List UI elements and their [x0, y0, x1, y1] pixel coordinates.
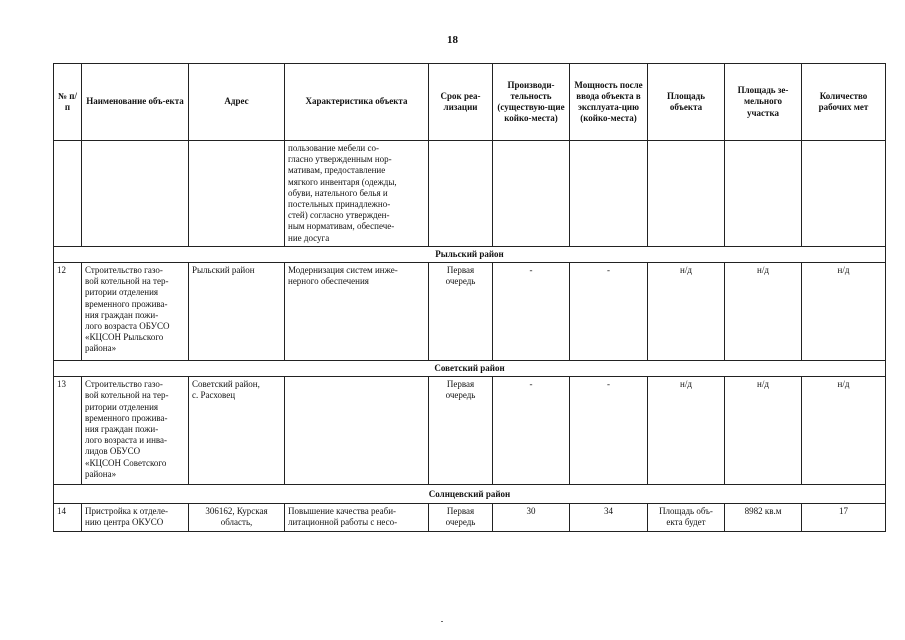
- row-name: Строительство газо- вой котельной на тер- ритории отделения временного прожива- ния граждан пожи- лого возраста и инва- лидов ОБУСО «КЦСОН Советского района»: [82, 377, 189, 485]
- row-address: Рыльский район: [189, 263, 285, 361]
- row-address: Советский район, с. Расховец: [189, 377, 285, 485]
- row-term: Первая очередь: [429, 504, 493, 531]
- row-capacity-after: -: [570, 377, 648, 485]
- header-area: Площадь объекта: [648, 64, 725, 141]
- table-row: [54, 504, 886, 531]
- row-area: н/д: [648, 263, 725, 361]
- row-workplaces: н/д: [802, 377, 886, 485]
- row-workplaces: 17: [802, 504, 886, 531]
- cont-num-cell: [54, 141, 82, 247]
- header-name: Наименование объ-екта: [82, 64, 189, 141]
- header-num: № п/п: [54, 64, 82, 141]
- row-area: н/д: [648, 377, 725, 485]
- header-capacity-after: Мощность после ввода объекта в эксплуата-цию (койко-места): [570, 64, 648, 141]
- row-workplaces: н/д: [802, 263, 886, 361]
- table-row: [54, 377, 886, 485]
- row-land-area: 8982 кв.м: [725, 504, 802, 531]
- row-capacity-existing: -: [493, 263, 570, 361]
- header-capacity-existing: Производи-тельность (существую-щие койко-места): [493, 64, 570, 141]
- row-capacity-existing: 30: [493, 504, 570, 531]
- scan-speck: [441, 621, 443, 622]
- cont-address-cell: [189, 141, 285, 247]
- page-number: 18: [447, 34, 458, 46]
- cont-cap2-cell: [570, 141, 648, 247]
- row-area: Площадь объ- екта будет: [648, 504, 725, 531]
- row-name: Строительство газо- вой котельной на тер- ритории отделения временного прожива- ния граждан пожи- лого возраста ОБУСО «КЦСОН Рыльского района»: [82, 263, 189, 361]
- region-row-sovetsky: [54, 361, 886, 377]
- row-land-area: н/д: [725, 377, 802, 485]
- row-capacity-after: -: [570, 263, 648, 361]
- row-name: Пристройка к отделе- нию центра ОКУСО: [82, 504, 189, 531]
- region-row-solntsevsky: [54, 485, 886, 504]
- row-num: 12: [54, 263, 82, 361]
- header-term: Срок реа-лизации: [429, 64, 493, 141]
- region-row-rylsky: [54, 246, 886, 262]
- header-characteristic: Характеристика объекта: [285, 64, 429, 141]
- row-land-area: н/д: [725, 263, 802, 361]
- continuation-row: [54, 141, 886, 247]
- row-num: 14: [54, 504, 82, 531]
- header-workplaces: Количество рабочих мет: [802, 64, 886, 141]
- cont-area-cell: [648, 141, 725, 247]
- row-characteristic: [285, 377, 429, 485]
- region-title: Солнцевский район: [54, 485, 886, 504]
- cont-name-cell: [82, 141, 189, 247]
- row-characteristic: Повышение качества реаби- литационной работы с несо-: [285, 504, 429, 531]
- cont-term-cell: [429, 141, 493, 247]
- row-characteristic: Модернизация систем инже- нерного обеспечения: [285, 263, 429, 361]
- row-term: Первая очередь: [429, 377, 493, 485]
- row-capacity-after: 34: [570, 504, 648, 531]
- table-header-row: [54, 64, 886, 141]
- row-term: Первая очередь: [429, 263, 493, 361]
- region-title: Рыльский район: [54, 246, 886, 262]
- row-address: 306162, Курская область,: [189, 504, 285, 531]
- region-title: Советский район: [54, 361, 886, 377]
- row-capacity-existing: -: [493, 377, 570, 485]
- table-row: [54, 263, 886, 361]
- cont-cap1-cell: [493, 141, 570, 247]
- header-address: Адрес: [189, 64, 285, 141]
- cont-land-cell: [725, 141, 802, 247]
- row-num: 13: [54, 377, 82, 485]
- continuation-text: пользование мебели со- гласно утвержденным нор- мативам, предоставление мягкого инвентаря (одежды, обуви, нательного белья и постельных принадлежно- стей) согласно утвержден- ным нормативам, обеспече- ние досуга: [285, 141, 429, 247]
- objects-table: [53, 63, 886, 532]
- header-land-area: Площадь зе-мельного участка: [725, 64, 802, 141]
- cont-work-cell: [802, 141, 886, 247]
